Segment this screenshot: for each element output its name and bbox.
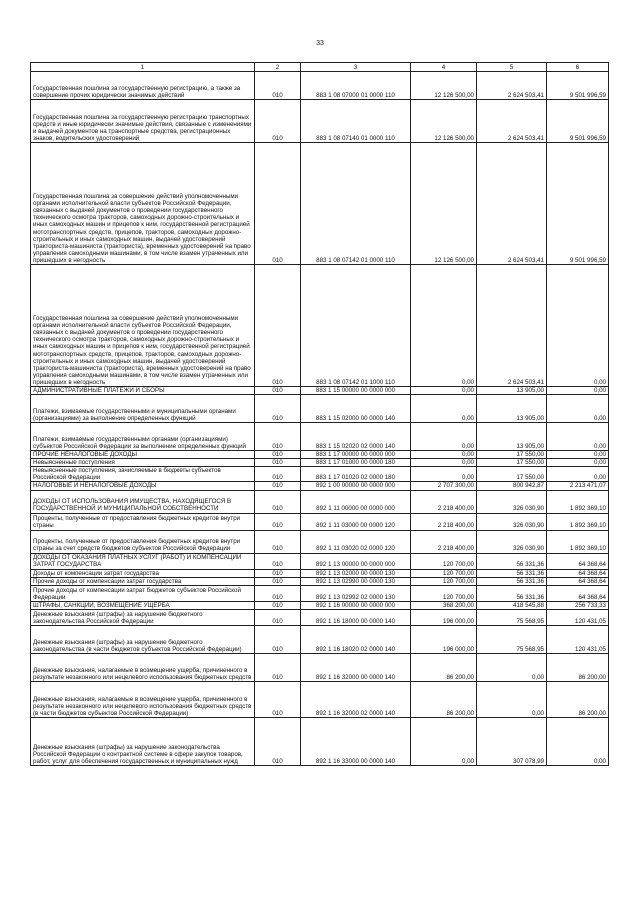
row-approved-cell: 0,00: [411, 467, 477, 482]
row-approved-cell: 120 700,00: [411, 585, 477, 601]
row-name-cell: Государственная пошлина за государственную регистрацию транспортных средств и иные юридически значимые действия, связанные с изменениями и выдачей документов на транспортные средства, регистрационных знаков, водительских удостоверений: [31, 100, 255, 143]
row-budget-code-cell: 892 1 16 32000 02 0000 140: [301, 681, 411, 717]
row-executed-cell: 17 550,00: [477, 451, 547, 459]
row-name-cell: Государственная пошлина за совершение действий уполномоченными органами исполнительной власти субъектов Российской Федерации, связанных с выдачей документов о проведении государственного технического осмотра тракторов, самоходных дорожно-строительных и иных самоходных машин и прицепов к ним, государственной регистрацией мототранспортных средств, прицепов, тракторов, самоходных дорожно-строительных и иных самоходных машин, выдачей удостоверений тракториста-машиниста (тракториста), временных удостоверений на право управления самоходными машинами, в том числе взамен утраченных или пришедших в негодность: [31, 143, 255, 265]
row-budget-code-cell: 883 1 17 01020 02 0000 180: [301, 467, 411, 482]
row-approved-cell: 0,00: [411, 459, 477, 467]
table-row: [31, 72, 609, 100]
row-name-cell: Государственная пошлина за государственную регистрацию, а также за совершение прочих юридически значимых действий: [31, 72, 255, 100]
row-approved-cell: 0,00: [411, 387, 477, 395]
row-unexecuted-cell: 120 431,05: [547, 609, 609, 625]
row-executed-cell: 418 545,88: [477, 601, 547, 609]
row-name-cell: Денежные взыскания (штрафы) за нарушение бюджетного законодательства (в части бюджетов субъектов Российской Федерации): [31, 625, 255, 653]
row-budget-code-cell: 883 1 08 07140 01 0000 110: [301, 100, 411, 143]
row-budget-code-cell: 892 1 16 33000 00 0000 140: [301, 717, 411, 765]
row-name-cell: Денежные взыскания (штрафы) за нарушение законодательства Российской Федерации о контрактной системе в сфере закупок товаров, работ, услуг для обеспечения государственных и муниципальных нужд: [31, 717, 255, 765]
table-row: [31, 482, 609, 490]
revenue-table: [30, 62, 609, 766]
row-budget-code-cell: 883 1 15 00000 00 0000 000: [301, 387, 411, 395]
row-unexecuted-cell: 256 733,33: [547, 601, 609, 609]
row-unexecuted-cell: 9 501 996,59: [547, 100, 609, 143]
row-budget-code-cell: 892 1 16 18000 00 0000 140: [301, 609, 411, 625]
row-executed-cell: 326 030,90: [477, 490, 547, 513]
row-approved-cell: 0,00: [411, 717, 477, 765]
table-row: [31, 490, 609, 513]
row-name-cell: АДМИНИСТРАТИВНЫЕ ПЛАТЕЖИ И СБОРЫ: [31, 387, 255, 395]
table-row: [31, 513, 609, 530]
row-approved-cell: 0,00: [411, 265, 477, 387]
row-approved-cell: 0,00: [411, 395, 477, 423]
table-row: [31, 609, 609, 625]
table-row: [31, 553, 609, 569]
row-line-code-cell: 010: [255, 467, 301, 482]
row-unexecuted-cell: 1 892 369,10: [547, 490, 609, 513]
row-approved-cell: 0,00: [411, 423, 477, 451]
row-line-code-cell: 010: [255, 553, 301, 569]
row-unexecuted-cell: 1 892 369,10: [547, 513, 609, 530]
row-approved-cell: 86 200,00: [411, 681, 477, 717]
row-line-code-cell: 010: [255, 625, 301, 653]
row-name-cell: ШТРАФЫ, САНКЦИИ, ВОЗМЕЩЕНИЕ УЩЕРБА: [31, 601, 255, 609]
row-budget-code-cell: 892 1 11 03020 02 0000 120: [301, 530, 411, 553]
row-executed-cell: 0,00: [477, 681, 547, 717]
row-name-cell: Денежные взыскания, налагаемые в возмещение ущерба, причиненного в результате незаконного или нецелевого использования бюджетных средств (в части бюджетов субъектов Российской Федерации): [31, 681, 255, 717]
row-line-code-cell: 010: [255, 459, 301, 467]
table-row: [31, 530, 609, 553]
row-unexecuted-cell: 0,00: [547, 451, 609, 459]
row-executed-cell: 75 568,95: [477, 625, 547, 653]
table-row: [31, 265, 609, 387]
row-unexecuted-cell: 0,00: [547, 459, 609, 467]
row-name-cell: Платежи, взимаемые государственными и муниципальными органами (организациями) за выполнение определенных функций: [31, 395, 255, 423]
row-name-cell: Проценты, полученные от предоставления бюджетных кредитов внутри страны за счет средств бюджетов субъектов Российской Федерации: [31, 530, 255, 553]
row-executed-cell: 307 078,99: [477, 717, 547, 765]
table-body: [31, 72, 609, 766]
table-row: [31, 100, 609, 143]
column-header: 2: [255, 63, 301, 72]
row-line-code-cell: 010: [255, 653, 301, 681]
table-row: [31, 143, 609, 265]
column-header: 3: [301, 63, 411, 72]
row-approved-cell: 196 000,00: [411, 609, 477, 625]
row-unexecuted-cell: 0,00: [547, 395, 609, 423]
row-executed-cell: 2 624 503,41: [477, 143, 547, 265]
column-header: 5: [477, 63, 547, 72]
row-line-code-cell: 010: [255, 681, 301, 717]
row-unexecuted-cell: 0,00: [547, 387, 609, 395]
row-line-code-cell: 010: [255, 577, 301, 585]
row-budget-code-cell: 883 1 15 02020 02 0000 140: [301, 423, 411, 451]
row-unexecuted-cell: 64 368,64: [547, 585, 609, 601]
row-line-code-cell: 010: [255, 601, 301, 609]
row-line-code-cell: 010: [255, 100, 301, 143]
table-row: [31, 601, 609, 609]
row-budget-code-cell: 883 1 08 07142 01 1000 110: [301, 265, 411, 387]
row-name-cell: ПРОЧИЕ НЕНАЛОГОВЫЕ ДОХОДЫ: [31, 451, 255, 459]
row-budget-code-cell: 883 1 08 07000 01 0000 110: [301, 72, 411, 100]
column-header: 6: [547, 63, 609, 72]
row-budget-code-cell: 892 1 13 00000 00 0000 000: [301, 553, 411, 569]
row-executed-cell: 17 550,00: [477, 467, 547, 482]
table-row: [31, 585, 609, 601]
row-line-code-cell: 010: [255, 482, 301, 490]
column-header: 1: [31, 63, 255, 72]
row-budget-code-cell: 892 1 11 00000 00 0000 000: [301, 490, 411, 513]
row-executed-cell: 56 331,36: [477, 569, 547, 577]
row-executed-cell: 2 624 503,41: [477, 100, 547, 143]
row-unexecuted-cell: 0,00: [547, 717, 609, 765]
table-header-row: [31, 63, 609, 72]
row-name-cell: Прочие доходы от компенсации затрат государства: [31, 577, 255, 585]
row-budget-code-cell: 892 1 13 02990 00 0000 130: [301, 577, 411, 585]
row-name-cell: Невыясненные поступления, зачисляемые в бюджеты субъектов Российской Федерации: [31, 467, 255, 482]
row-executed-cell: 75 568,95: [477, 609, 547, 625]
row-executed-cell: 17 550,00: [477, 459, 547, 467]
row-name-cell: Невыясненные поступления: [31, 459, 255, 467]
row-unexecuted-cell: 64 368,64: [547, 569, 609, 577]
table-row: [31, 467, 609, 482]
row-budget-code-cell: 892 1 16 32000 00 0000 140: [301, 653, 411, 681]
row-name-cell: ДОХОДЫ ОТ ИСПОЛЬЗОВАНИЯ ИМУЩЕСТВА, НАХОДЯЩЕГОСЯ В ГОСУДАРСТВЕННОЙ И МУНИЦИПАЛЬНОЙ СОБСТВЕННОСТИ: [31, 490, 255, 513]
row-executed-cell: 2 624 503,41: [477, 265, 547, 387]
row-budget-code-cell: 883 1 17 01000 00 0000 180: [301, 459, 411, 467]
row-unexecuted-cell: 64 368,64: [547, 553, 609, 569]
row-approved-cell: 2 707 300,00: [411, 482, 477, 490]
row-line-code-cell: 010: [255, 395, 301, 423]
table-row: [31, 387, 609, 395]
row-name-cell: Платежи, взимаемые государственными органами (организациями) субъектов Российской Федерации за выполнение определенных функций: [31, 423, 255, 451]
row-name-cell: Проценты, полученные от предоставления бюджетных кредитов внутри страны: [31, 513, 255, 530]
row-line-code-cell: 010: [255, 72, 301, 100]
row-budget-code-cell: 892 1 00 00000 00 0000 000: [301, 482, 411, 490]
row-unexecuted-cell: 0,00: [547, 265, 609, 387]
row-approved-cell: 120 700,00: [411, 553, 477, 569]
row-executed-cell: 326 030,90: [477, 530, 547, 553]
row-approved-cell: 0,00: [411, 451, 477, 459]
row-line-code-cell: 010: [255, 717, 301, 765]
row-unexecuted-cell: 64 368,64: [547, 577, 609, 585]
table-row: [31, 423, 609, 451]
table-row: [31, 459, 609, 467]
row-unexecuted-cell: 86 200,00: [547, 681, 609, 717]
row-budget-code-cell: 892 1 13 02992 02 0000 130: [301, 585, 411, 601]
table-row: [31, 717, 609, 765]
row-unexecuted-cell: 120 431,05: [547, 625, 609, 653]
row-budget-code-cell: 892 1 11 03000 00 0000 120: [301, 513, 411, 530]
row-executed-cell: 326 030,90: [477, 513, 547, 530]
row-approved-cell: 12 126 500,00: [411, 100, 477, 143]
row-line-code-cell: 010: [255, 143, 301, 265]
row-line-code-cell: 010: [255, 387, 301, 395]
table-row: [31, 577, 609, 585]
row-executed-cell: 56 331,36: [477, 585, 547, 601]
page-number: 33: [316, 40, 324, 47]
column-header: 4: [411, 63, 477, 72]
row-approved-cell: 196 000,00: [411, 625, 477, 653]
row-executed-cell: 13 905,00: [477, 395, 547, 423]
table-row: [31, 681, 609, 717]
row-budget-code-cell: 892 1 16 00000 00 0000 000: [301, 601, 411, 609]
row-unexecuted-cell: 0,00: [547, 423, 609, 451]
row-executed-cell: 56 331,36: [477, 577, 547, 585]
row-budget-code-cell: 883 1 17 00000 00 0000 000: [301, 451, 411, 459]
row-name-cell: Государственная пошлина за совершение действий уполномоченными органами исполнительной власти субъектов Российской Федерации, связанных с выдачей документов о проведении государственного технического осмотра тракторов, самоходных дорожно-строительных и иных самоходных машин и прицепов к ним, государственной регистрацией мототранспортных средств, прицепов, тракторов, самоходных дорожно-строительных и иных самоходных машин, выдачей удостоверений тракториста-машиниста (тракториста), временных удостоверений на право управления самоходными машинами, в том числе взамен утраченных или пришедших в негодность: [31, 265, 255, 387]
row-name-cell: Денежные взыскания (штрафы) за нарушение бюджетного законодательства Российской Федерации: [31, 609, 255, 625]
row-unexecuted-cell: 9 501 996,59: [547, 72, 609, 100]
table-row: [31, 653, 609, 681]
row-approved-cell: 12 126 500,00: [411, 72, 477, 100]
row-approved-cell: 120 700,00: [411, 569, 477, 577]
row-unexecuted-cell: 1 892 369,10: [547, 530, 609, 553]
row-approved-cell: 12 126 500,00: [411, 143, 477, 265]
row-name-cell: НАЛОГОВЫЕ И НЕНАЛОГОВЫЕ ДОХОДЫ: [31, 482, 255, 490]
row-line-code-cell: 010: [255, 513, 301, 530]
row-budget-code-cell: 892 1 16 18020 02 0000 140: [301, 625, 411, 653]
row-unexecuted-cell: 2 213 471,07: [547, 482, 609, 490]
row-line-code-cell: 010: [255, 569, 301, 577]
row-budget-code-cell: 883 1 08 07142 01 0000 110: [301, 143, 411, 265]
row-budget-code-cell: 883 1 15 02000 00 0000 140: [301, 395, 411, 423]
row-line-code-cell: 010: [255, 530, 301, 553]
row-approved-cell: 2 218 400,00: [411, 530, 477, 553]
row-line-code-cell: 010: [255, 265, 301, 387]
row-unexecuted-cell: 86 200,00: [547, 653, 609, 681]
row-approved-cell: 2 218 400,00: [411, 513, 477, 530]
row-executed-cell: 0,00: [477, 653, 547, 681]
table-row: [31, 625, 609, 653]
row-name-cell: Денежные взыскания, налагаемые в возмещение ущерба, причиненного в результате незаконного или нецелевого использования бюджетных средств: [31, 653, 255, 681]
row-name-cell: Прочие доходы от компенсации затрат бюджетов субъектов Российской Федерации: [31, 585, 255, 601]
table-row: [31, 395, 609, 423]
table-row: [31, 569, 609, 577]
row-approved-cell: 2 218 400,00: [411, 490, 477, 513]
row-executed-cell: 13 905,00: [477, 423, 547, 451]
row-executed-cell: 56 331,36: [477, 553, 547, 569]
row-approved-cell: 368 200,00: [411, 601, 477, 609]
row-executed-cell: 2 624 503,41: [477, 72, 547, 100]
row-name-cell: Доходы от компенсации затрат государства: [31, 569, 255, 577]
table-row: [31, 451, 609, 459]
row-line-code-cell: 010: [255, 423, 301, 451]
row-unexecuted-cell: 9 501 996,59: [547, 143, 609, 265]
row-approved-cell: 86 200,00: [411, 653, 477, 681]
row-line-code-cell: 010: [255, 609, 301, 625]
row-name-cell: ДОХОДЫ ОТ ОКАЗАНИЯ ПЛАТНЫХ УСЛУГ (РАБОТ) И КОМПЕНСАЦИИ ЗАТРАТ ГОСУДАРСТВА: [31, 553, 255, 569]
row-executed-cell: 800 942,87: [477, 482, 547, 490]
row-approved-cell: 120 700,00: [411, 577, 477, 585]
row-executed-cell: 13 905,00: [477, 387, 547, 395]
row-unexecuted-cell: 0,00: [547, 467, 609, 482]
row-line-code-cell: 010: [255, 451, 301, 459]
row-budget-code-cell: 892 1 13 02000 00 0000 130: [301, 569, 411, 577]
row-line-code-cell: 010: [255, 490, 301, 513]
row-line-code-cell: 010: [255, 585, 301, 601]
